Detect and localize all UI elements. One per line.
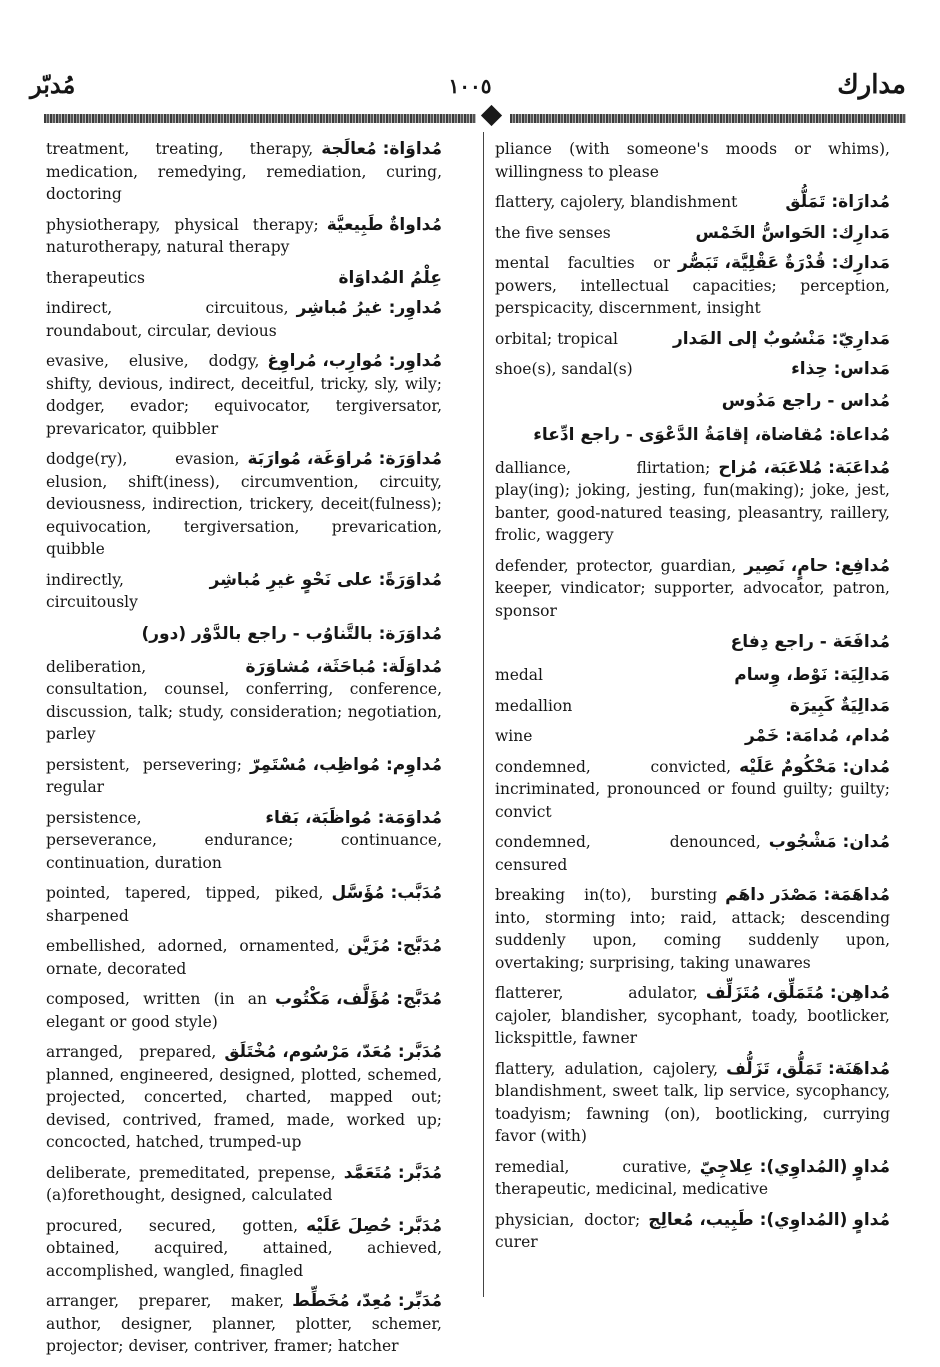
english-definition: deliberation, consultation, counsel, conferring, conference, discussion, talk; study, consideration; negotiation, parley — [46, 657, 442, 743]
dictionary-entry — [46, 1041, 442, 1154]
arabic-headword: مُداواةٌ طَبِيعيَّة — [326, 214, 442, 235]
dictionary-entry — [495, 1058, 890, 1148]
dictionary-entry — [495, 982, 890, 1050]
dictionary-entry — [495, 457, 890, 547]
dictionary-entry — [46, 1215, 442, 1283]
dictionary-entry — [46, 569, 442, 614]
arabic-headword: مُداوَاة: مُعالَجة — [321, 139, 442, 159]
left-column — [46, 138, 442, 1366]
dictionary-entry — [495, 138, 890, 183]
dictionary-entry — [495, 358, 890, 381]
arabic-headword: مُداوَرَةً: على نَحْوٍ غيرِ مُباشِر — [209, 569, 442, 590]
english-definition: physician, doctor; curer — [495, 1210, 641, 1251]
cross-reference-entry: مُداس - راجع مَدُوس — [721, 390, 890, 411]
arabic-headword: مَدارِك: الحَواسُّ الخَمْس — [695, 222, 890, 243]
dictionary-entry — [46, 807, 442, 875]
dictionary-entry — [495, 664, 890, 687]
english-definition: dodge(ry), evasion, elusion, shift(iness), circumvention, circuity, deviousness, indirection, trickery, deceit(fulness); equivocation, tergiversation, prevarication, quibble — [46, 450, 442, 558]
arabic-headword: مُداوِر: غيرُ مُباشِر — [296, 298, 442, 318]
arabic-headword: مُدارَاة: تَمَلُّق — [785, 192, 890, 212]
header-rule-right — [510, 114, 906, 123]
english-definition: indirect, circuitous, roundabout, circular, devious — [46, 299, 289, 340]
english-definition: flatterer, adulator, cajoler, blandisher, sycophant, toady, bootlicker, lickspittle, fawner — [495, 984, 890, 1047]
dictionary-entry — [495, 191, 890, 214]
header-rule-left — [44, 114, 476, 123]
english-definition: dalliance, flirtation; play(ing); joking, jesting, fun(making); joke, jest, banter, good-natured teasing, pleasantry, raillery, frolic, waggery — [495, 458, 890, 544]
dictionary-entry — [495, 884, 890, 974]
english-definition: medallion — [495, 696, 573, 715]
english-definition: therapeutics — [46, 268, 145, 287]
arabic-headword: مُدافِع: حامٍ، نَصِير — [744, 555, 890, 576]
header-guide-word-left: مُدبّر — [30, 70, 76, 99]
arabic-headword: مُداوَلَة: مُباحَثَة، مُشاوَرَة — [245, 656, 442, 677]
english-definition: the five senses — [495, 223, 611, 242]
dictionary-entry — [495, 252, 890, 320]
arabic-headword: مُداوَمَة: مُواظَبَة، بَقاء — [265, 807, 442, 828]
english-definition: flattery, adulation, cajolery, blandishment, sweet talk, lip service, sycophancy, toadyism; fawning (on), bootlicking, currying favor (with) — [495, 1059, 890, 1145]
dictionary-entry — [46, 138, 442, 206]
arabic-headword: مُدَبَّج: مُؤَلَّف، مَكْتُوب — [275, 989, 442, 1009]
header-diamond-ornament — [481, 105, 502, 126]
arabic-headword: مَدالِيَةٌ كَبِيرَة — [789, 695, 890, 716]
english-definition: mental faculties or powers, intellectual capacities; perception, perspicacity, discernment, insight — [495, 254, 890, 317]
english-definition: breaking in(to), bursting into, storming into; raid, attack; descending suddenly upon, coming suddenly upon, overtaking; surprising, taking unawares — [495, 886, 890, 972]
page-number: ١٠٠٥ — [448, 74, 492, 98]
english-definition: arranged, prepared, planned, engineered, designed, plotted, schemed, projected, concerted, charted, mapped out; devised, contrived, framed, made, worked up; concocted, hatched, trumped-up — [46, 1043, 442, 1151]
dictionary-entry — [46, 882, 442, 927]
english-definition: persistence, perseverance, endurance; continuance, continuation, duration — [46, 808, 442, 872]
arabic-headword: مُدَبِّر: مُعِدّ، مُخَطِّط — [292, 1291, 442, 1311]
arabic-headword: مَدارِك: قُدْرَةٌ عَقْلِيَّة، تَبَصُّر — [677, 253, 890, 273]
english-definition: persistent, persevering; regular — [46, 755, 242, 796]
dictionary-entry — [495, 725, 890, 748]
english-definition: orbital; tropical — [495, 329, 618, 348]
cross-reference-entry: مُداوَرَة: بالتَّناوُب - راجع بالدَّوْر (دور) — [141, 623, 442, 644]
english-definition: physiotherapy, physical therapy; naturotherapy, natural therapy — [46, 215, 319, 256]
dictionary-entry — [495, 695, 890, 718]
arabic-headword: مُداوِم: مُواظِب، مُسْتَمِرّ — [249, 754, 442, 775]
english-definition: condemned, convicted, incriminated, pronounced or found guilty; guilty; convict — [495, 757, 890, 821]
arabic-headword: مُدام، مُدامَة: خَمْر — [745, 726, 890, 746]
dictionary-entry — [46, 214, 442, 259]
dictionary-entry — [46, 988, 442, 1033]
arabic-headword: مُداوِر: مُوارِب، مُراوِغ — [267, 351, 442, 371]
english-definition: composed, written (in an elegant or good style) — [46, 990, 268, 1031]
english-definition: defender, protector, guardian, keeper, vindicator; supporter, advocator, patron, sponsor — [495, 556, 890, 620]
dictionary-entry — [46, 350, 442, 440]
arabic-headword: مُدان: مَحْكُومٌ عَلَيْه — [739, 756, 890, 777]
dictionary-entry — [46, 935, 442, 980]
english-definition: treatment, treating, therapy, medication, remedying, remediation, curing, doctoring — [46, 140, 442, 203]
english-definition: flattery, cajolery, blandishment — [495, 193, 738, 211]
dictionary-entry — [46, 1290, 442, 1358]
arabic-headword: مُدَبَّب: مُؤَسَّل — [331, 883, 442, 903]
arabic-headword: مُدَبَّر: حُصِلَ عَلَيْه — [306, 1215, 442, 1236]
english-definition: embellished, adorned, ornamented, ornate, decorated — [46, 937, 340, 978]
arabic-headword: مُداوَرَة: مُراوَغَة، مُوارَبَة — [247, 449, 442, 469]
dictionary-entry — [495, 1209, 890, 1254]
dictionary-entry — [46, 448, 442, 561]
english-definition: shoe(s), sandal(s) — [495, 360, 633, 378]
arabic-headword: مَداس: حِذاء — [791, 359, 890, 379]
english-definition: evasive, elusive, dodgy, shifty, devious, indirect, deceitful, tricky, sly, wily; dodger, evador; equivocator, tergiversator, prevaricator, quibbler — [46, 352, 442, 438]
arabic-headword: مُداهَمَة: مَصْدَر داهَم — [725, 885, 890, 905]
english-definition: medal — [495, 666, 543, 684]
arabic-headword: مُداهَنَة: تَمَلُّق، تَزَلُّف — [726, 1058, 890, 1079]
right-column — [495, 138, 890, 1262]
arabic-headword: عِلْمُ المُداوَاة — [338, 267, 442, 288]
dictionary-entry — [495, 555, 890, 623]
dictionary-entry — [495, 222, 890, 245]
english-definition: arranger, preparer, maker, author, designer, planner, plotter, schemer, projector; deviser, contriver, framer; hatcher — [46, 1292, 442, 1355]
dictionary-entry — [495, 328, 890, 351]
arabic-headword: مُدَبَّر: مُعَدّ، مَرْسُوم، مُخْتَلَق — [224, 1042, 442, 1062]
english-definition: wine — [495, 727, 533, 745]
arabic-headword: مُدَبَّر: مُتَعَمَّد — [343, 1162, 442, 1183]
dictionary-entry — [46, 656, 442, 746]
arabic-headword: مُداهِن: مُتَمَلِّق، مُتَزَلِّف — [705, 983, 890, 1003]
arabic-headword: مَدالِيَة: نَوْط، وِسام — [734, 665, 890, 685]
english-definition: remedial, curative, therapeutic, medicinal, medicative — [495, 1157, 769, 1198]
dictionary-entry — [46, 754, 442, 799]
english-definition: pointed, tapered, tipped, piked, sharpened — [46, 884, 324, 925]
arabic-headword: مُدَبَّج: مُزَيَّن — [347, 936, 442, 956]
arabic-headword: مُداعَبَة: مُلاعَبَة، مُزاح — [718, 457, 890, 478]
arabic-headword: مُداوٍ (المُداوِي): عِلاجِيّ — [699, 1156, 890, 1177]
dictionary-entry — [46, 1162, 442, 1207]
english-definition: procured, secured, gotten, obtained, acquired, attained, achieved, accomplished, wangled, finagled — [46, 1216, 442, 1280]
arabic-headword: مَدارِيّ: مَنْسُوبٌ إلى المَدار — [672, 328, 890, 349]
header-guide-word-right: مدارك — [837, 70, 906, 100]
cross-reference-entry: مُداعاة: مُقاضاة، إقامَةُ الدَّعْوَى - راجع ادِّعاء — [533, 424, 890, 445]
dictionary-entry — [46, 297, 442, 342]
english-definition: indirectly, circuitously — [46, 570, 138, 611]
dictionary-entry — [495, 1156, 890, 1201]
cross-reference-entry: مُدافَعَة - راجع دِفاع — [730, 632, 890, 652]
english-definition: deliberate, premeditated, prepense, (a)forethought, designed, calculated — [46, 1163, 336, 1204]
english-definition: pliance (with someone's moods or whims), willingness to please — [495, 140, 890, 181]
column-divider — [483, 132, 484, 1297]
dictionary-entry — [495, 756, 890, 824]
arabic-headword: مُدان: مَشْجُوب — [768, 832, 890, 852]
dictionary-entry — [495, 831, 890, 876]
dictionary-entry — [46, 267, 442, 290]
english-definition: condemned, denounced, censured — [495, 833, 761, 874]
arabic-headword: مُداوٍ (المُداوِي): طَبِيب، مُعالِج — [648, 1209, 890, 1230]
